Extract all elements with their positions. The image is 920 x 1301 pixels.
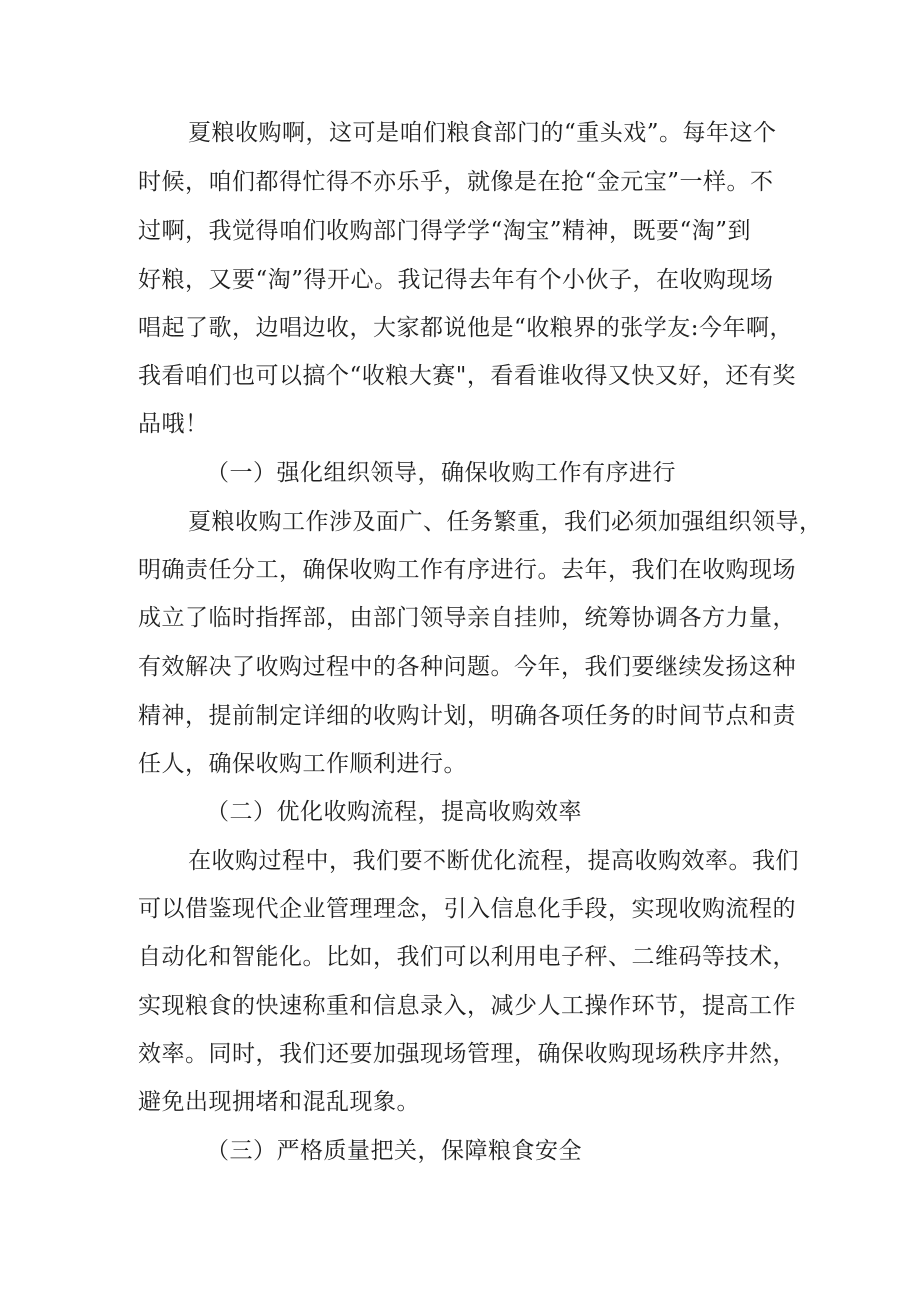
- paragraph-3-line-6: 避免出现拥堵和混乱现象。: [138, 1089, 420, 1115]
- paragraph-3-line-5: 效率。同时，我们还要加强现场管理，确保收购现场秩序井然，: [138, 1041, 796, 1067]
- paragraph-2-line-3: 成立了临时指挥部，由部门领导亲自挂帅，统筹协调各方力量，: [138, 605, 796, 631]
- paragraph-3-line-3: 自动化和智能化。比如，我们可以利用电子秤、二维码等技术，: [138, 944, 796, 970]
- paragraph-3-line-2: 可以借鉴现代企业管理理念，引入信息化手段，实现收购流程的: [138, 896, 796, 922]
- paragraph-2-line-4: 有效解决了收购过程中的各种问题。今年，我们要继续发扬这种: [138, 654, 796, 680]
- section-heading-1: （一）强化组织领导，确保收购工作有序进行: [206, 460, 676, 486]
- paragraph-1-line-6: 我看咱们也可以搞个“收粮大赛"，看看谁收得又快又好，还有奖: [138, 363, 796, 389]
- paragraph-1-line-7: 品哦！: [138, 411, 209, 437]
- section-heading-2: （二）优化收购流程，提高收购效率: [206, 799, 582, 825]
- paragraph-3-line-1: 在收购过程中，我们要不断优化流程，提高收购效率。我们: [188, 848, 799, 874]
- paragraph-2-line-2: 明确责任分工，确保收购工作有序进行。去年，我们在收购现场: [138, 557, 796, 583]
- paragraph-1-line-4: 好粮，又要“淘”得开心。我记得去年有个小伙子，在收购现场: [138, 267, 774, 293]
- paragraph-2-line-6: 任人，确保收购工作顺利进行。: [138, 751, 467, 777]
- paragraph-1-line-2: 时候，咱们都得忙得不亦乐乎，就像是在抢“金元宝”一样。不: [138, 169, 774, 195]
- paragraph-2-line-1: 夏粮收购工作涉及面广、任务繁重，我们必须加强组织领导，: [188, 509, 823, 535]
- paragraph-2-line-5: 精神，提前制定详细的收购计划，明确各项任务的时间节点和责: [138, 703, 796, 729]
- paragraph-1-line-1: 夏粮收购啊，这可是咱们粮食部门的“重头戏”。每年这个: [188, 120, 777, 146]
- paragraph-3-line-4: 实现粮食的快速称重和信息录入，减少人工操作环节，提高工作: [138, 993, 796, 1019]
- paragraph-1-line-5: 唱起了歌，边唱边收，大家都说他是“收粮界的张学友:今年啊，: [138, 315, 794, 341]
- section-heading-3: （三）严格质量把关，保障粮食安全: [206, 1138, 582, 1164]
- paragraph-1-line-3: 过啊，我觉得咱们收购部门得学学“淘宝”精神，既要“淘”到: [138, 218, 752, 244]
